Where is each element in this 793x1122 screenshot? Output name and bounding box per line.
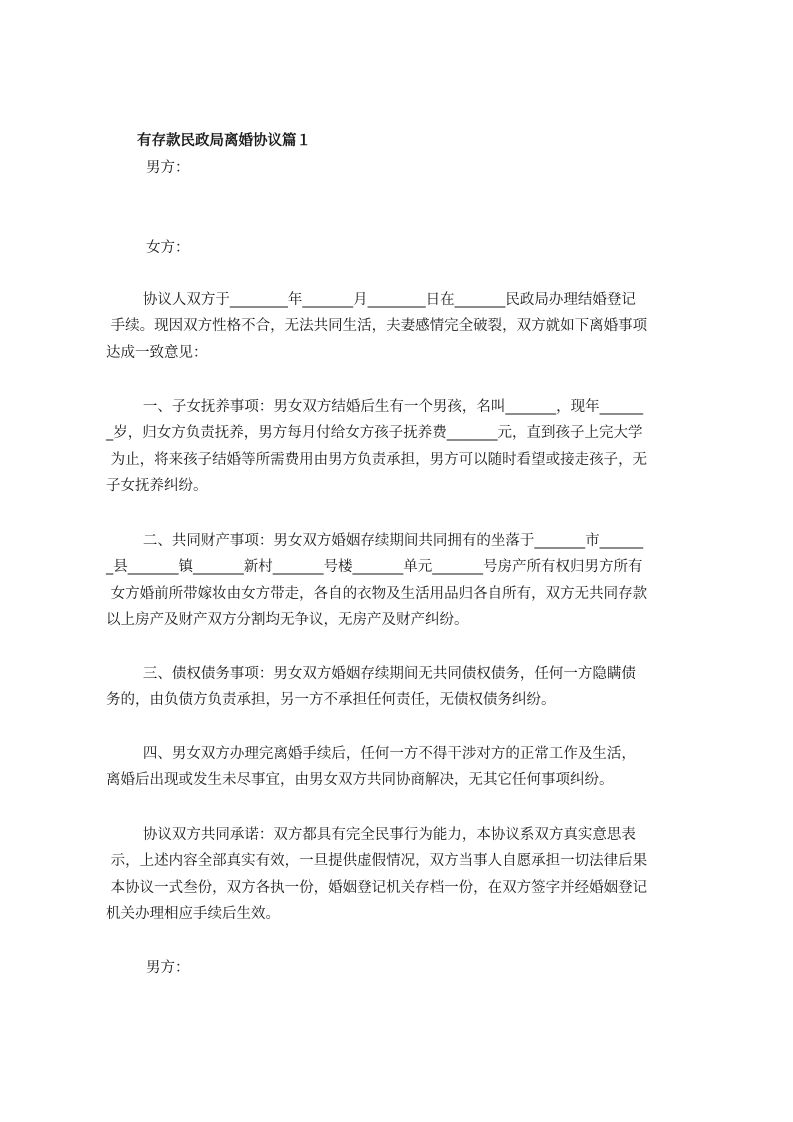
property-line-2: _县_______镇_______新村_______号楼_______单元_______号房产所有权归男方所有 (106, 559, 643, 576)
children-line-1: 一、子女抚养事项：男女双方结婚后生有一个男孩，名叫_______，现年______ (106, 399, 644, 415)
children-line-4: 子女抚养纠纷。 (106, 477, 208, 494)
property-line-4: 以上房产及财产双方分割均无争议，无房产及财产纠纷。 (106, 611, 469, 628)
property-line-3: 女方婚前所带嫁妆由女方带走，各自的衣物及生活用品归各自所有，双方无共同存款 (106, 585, 648, 602)
commitment-section (106, 822, 702, 927)
debts-line-2: 务的，由负债方负责承担，另一方不承担任何责任，无债权债务纠纷。 (106, 692, 556, 709)
property-section (106, 528, 702, 633)
intro-line-2: 手续。现因双方性格不合，无法共同生活，夫妻感情完全破裂，双方就如下离婚事项 (106, 318, 648, 335)
children-line-2: _岁，归女方负责抚养，男方每月付给女方孩子抚养费_______元，直到孩子上完大学 (106, 425, 643, 442)
after-line-1: 四、男女双方办理完离婚手续后，任何一方不得干涉对方的正常工作及生活， (106, 746, 636, 762)
commitment-line-3: 本协议一式叁份，双方各执一份，婚姻登记机关存档一份，在双方签字并经婚姻登记 (106, 879, 648, 896)
commitment-line-1: 协议双方共同承诺：双方都具有完全民事行为能力，本协议系双方真实意思表 (106, 827, 636, 843)
property-line-1: 二、共同财产事项：男女双方婚姻存续期间共同拥有的坐落于_______市______ (106, 533, 644, 549)
after-divorce-section (106, 741, 702, 794)
children-line-3: 为止，将来孩子结婚等所需费用由男方负责承担，男方可以随时看望或接走孩子，无 (106, 451, 648, 468)
intro-paragraph (106, 287, 702, 366)
party-male-label: 男方： (146, 160, 190, 176)
after-line-2: 离婚后出现或发生未尽事宜，由男女双方共同协商解决，无其它任何事项纠纷。 (106, 772, 614, 789)
commitment-line-2: 示，上述内容全部真实有效，一旦提供虚假情况，双方当事人自愿承担一切法律后果 (106, 853, 648, 870)
party-female-label: 女方： (146, 240, 190, 256)
intro-line-3: 达成一致意见： (106, 344, 208, 361)
commitment-line-4: 机关办理相应手续后生效。 (106, 905, 280, 922)
debts-section (106, 661, 702, 714)
intro-line-1: 协议人双方于________年_______月________日在_______民政局办理结婚登记 (106, 292, 636, 308)
signature-male-label: 男方： (146, 960, 190, 976)
debts-line-1: 三、债权债务事项：男女双方婚姻存续期间无共同债权债务，任何一方隐瞒债 (106, 666, 636, 682)
children-section (106, 394, 702, 499)
document-title: 有存款民政局离婚协议篇１ (137, 133, 311, 149)
